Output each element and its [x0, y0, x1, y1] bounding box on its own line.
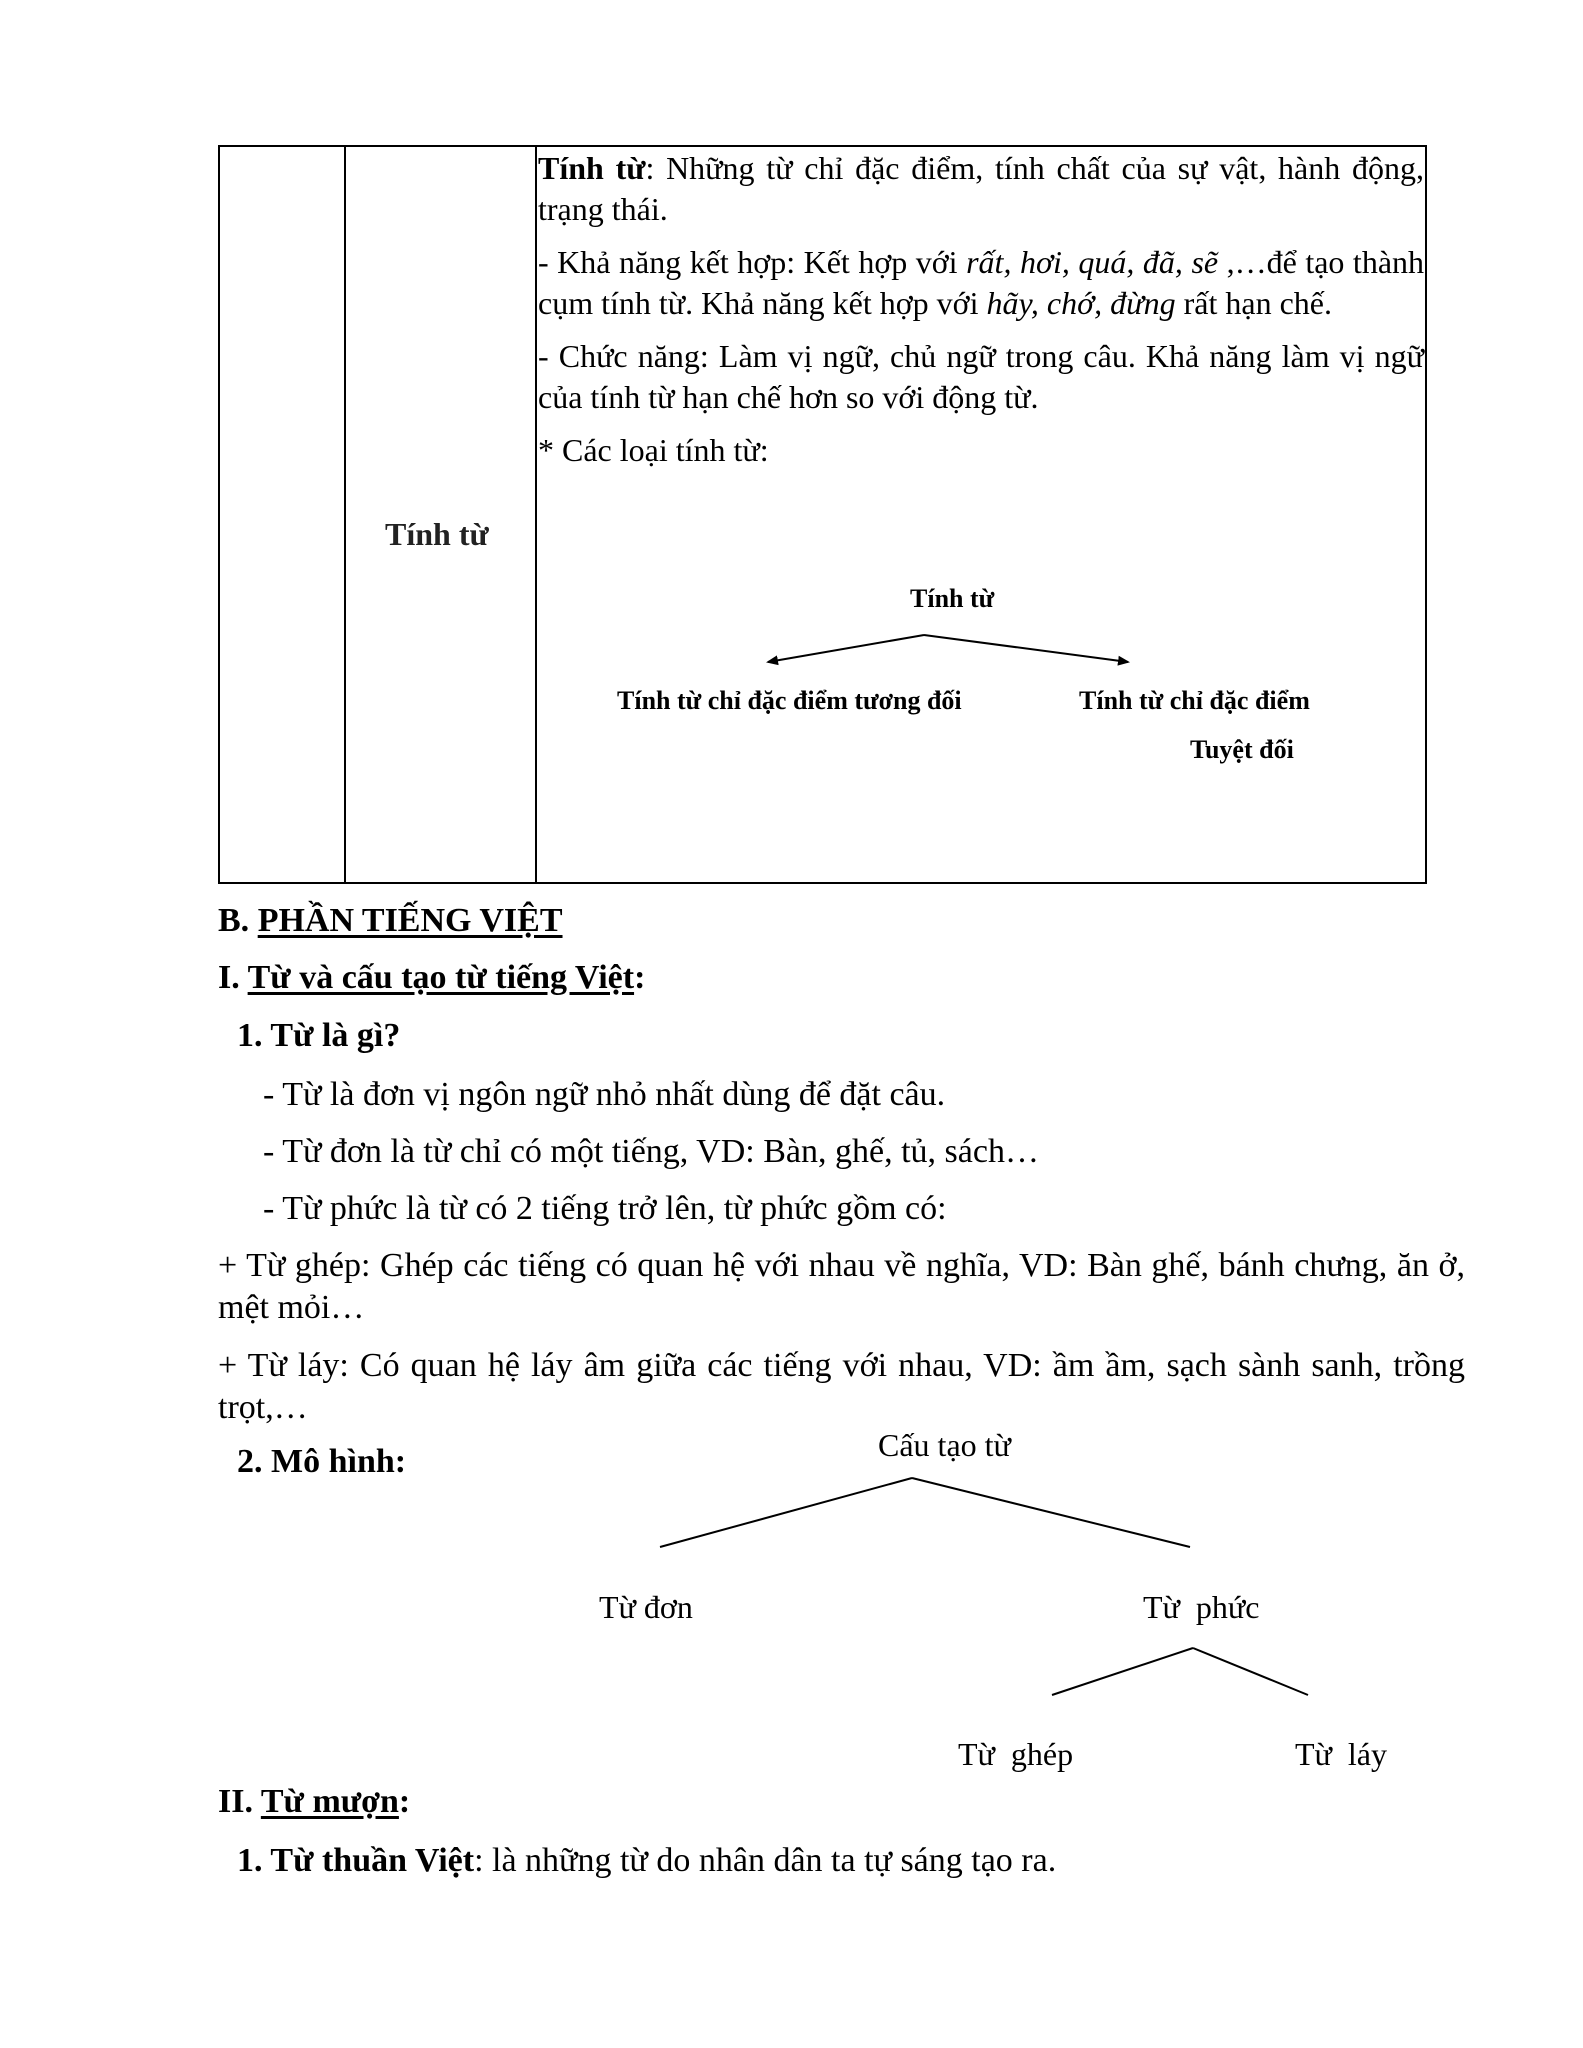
definition-term: Tính từ	[538, 150, 646, 186]
combine-words: rất, hơi, quá, đã, sẽ	[966, 244, 1219, 280]
combine-mid: ,…để tạo thành cụm tính từ. Khả năng kết hợp với	[538, 244, 1425, 321]
section-2-suffix: :	[398, 1783, 411, 1820]
section-b-heading	[218, 902, 563, 940]
table-column-divider	[535, 145, 537, 884]
section-b-title: PHẦN TIẾNG VIỆT	[257, 902, 563, 939]
reduplicative-word-paragraph: + Từ láy: Có quan hệ láy âm giữa các tiếng với nhau, VD: ầm ầm, sạch sành sanh, trồng trọt,…	[218, 1347, 1465, 1426]
tree-node-complex-word: Từ phức	[1143, 1589, 1260, 1625]
model-heading: 2. Mô hình:	[237, 1443, 407, 1480]
combine-words-2: hãy, chớ, đừng	[986, 285, 1176, 321]
definition-text: : Những từ chỉ đặc điểm, tính chất của sự vật, hành động, trạng thái.	[538, 150, 1425, 227]
adjective-diagram-arrows	[760, 620, 1140, 670]
pure-vietnamese-item	[237, 1840, 1056, 1882]
section-2-heading	[218, 1783, 410, 1821]
diagram-left-node: Tính từ chỉ đặc điểm tương đối	[617, 686, 962, 715]
section-1-heading	[218, 959, 645, 997]
tree-line-right	[912, 1478, 1190, 1547]
diagram-right-node-line2: Tuyệt đối	[1190, 735, 1294, 764]
function-paragraph: - Chức năng: Làm vị ngữ, chủ ngữ trong câu. Khả năng làm vị ngữ của tính từ hạn chế hơn so với động từ.	[538, 338, 1424, 415]
compound-word-paragraph: + Từ ghép: Ghép các tiếng có quan hệ với nhau về nghĩa, VD: Bàn ghế, bánh chưng, ăn ở, mệt mỏi…	[218, 1247, 1465, 1326]
section-1-prefix: I.	[218, 959, 248, 996]
tree-node-simple-word: Từ đơn	[599, 1589, 693, 1625]
table-row-label: Tính từ	[385, 516, 489, 552]
tree-line-sub-left	[1052, 1648, 1193, 1695]
question-1-heading: 1. Từ là gì?	[237, 1017, 401, 1054]
combine-paragraph	[538, 242, 1424, 324]
definition-line-3: - Từ phức là từ có 2 tiếng trở lên, từ phức gồm có:	[263, 1190, 947, 1227]
definition-line-2: - Từ đơn là từ chỉ có một tiếng, VD: Bàn, ghế, tủ, sách…	[263, 1133, 1039, 1170]
combine-suffix: rất hạn chế.	[1175, 285, 1332, 321]
pure-vietnamese-term: 1. Từ thuần Việt	[237, 1842, 475, 1879]
diagram-right-node: Tính từ chỉ đặc điểm	[1079, 686, 1310, 715]
arrow-left	[768, 635, 924, 662]
section-2-title: Từ mượn	[260, 1783, 399, 1820]
section-2-prefix: II.	[218, 1783, 261, 1820]
arrow-right	[924, 635, 1128, 662]
section-1-title: Từ và cấu tạo từ tiếng Việt	[247, 959, 635, 996]
combine-prefix: - Khả năng kết hợp: Kết hợp với	[538, 244, 967, 280]
table-column-divider	[344, 145, 346, 884]
pure-vietnamese-text: : là những từ do nhân dân ta tự sáng tạo ra.	[474, 1842, 1057, 1879]
definition-paragraph	[538, 148, 1424, 230]
tree-line-sub-right	[1193, 1648, 1308, 1695]
section-b-prefix: B.	[218, 902, 258, 939]
tree-node-reduplicative-word: Từ láy	[1295, 1736, 1387, 1772]
tree-node-compound-word: Từ ghép	[958, 1736, 1074, 1772]
table-content-cell	[538, 148, 1424, 483]
definition-line-1: - Từ là đơn vị ngôn ngữ nhỏ nhất dùng để đặt câu.	[263, 1076, 946, 1113]
tree-root: Cấu tạo từ	[878, 1427, 1011, 1463]
section-1-suffix: :	[634, 959, 646, 996]
types-heading: * Các loại tính từ:	[538, 432, 769, 468]
diagram-root: Tính từ	[910, 584, 995, 613]
tree-line-left	[660, 1478, 912, 1547]
